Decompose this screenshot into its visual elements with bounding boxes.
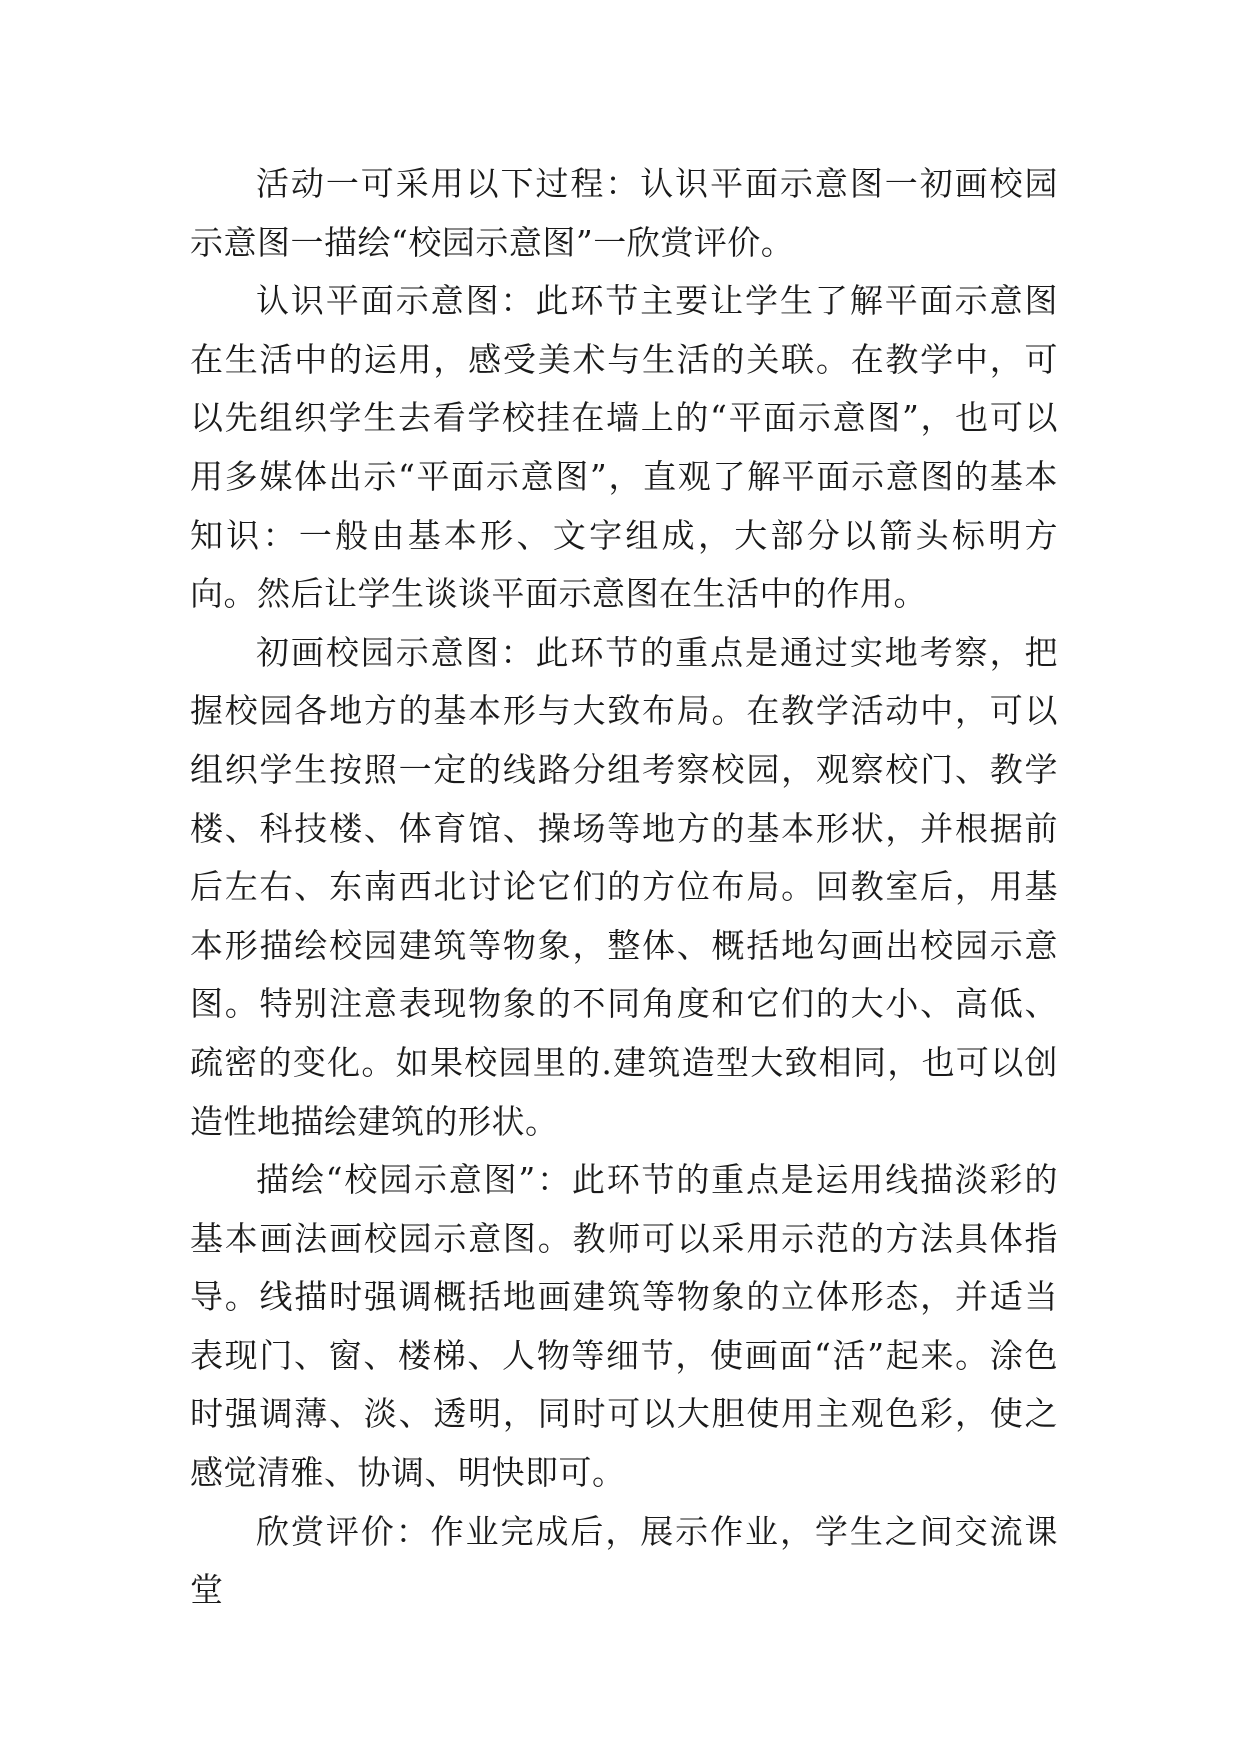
paragraph-appreciation-evaluation: 欣赏评价：作业完成后，展示作业，学生之间交流课堂 bbox=[190, 1511, 1058, 1610]
paragraph-activity-process: 活动一可采用以下过程：认识平面示意图一初画校园示意图一描绘“校园示意图”一欣赏评价。 bbox=[190, 164, 1058, 262]
paragraph-first-draft-campus-diagram: 初画校园示意图：此环节的重点是通过实地考察，把握校园各地方的基本形与大致布局。在教学活动中，可以组织学生按照一定的线路分组考察校园，观察校门、教学楼、科技楼、体育馆、操场等地方的基本形状，并根据前后左右、东南西北讨论它们的方位布局。回教室后，用基本形描绘校园建筑等物象，整体、概括地勾画出校园示意图。特别注意表现物象的不同角度和它们的大小、高低、疏密的变化。如果校园里的.建筑造型大致相同，也可以创造性地描绘建筑的形状。 bbox=[190, 632, 1058, 1141]
paragraph-recognize-plan-diagram: 认识平面示意图：此环节主要让学生了解平面示意图在生活中的运用，感受美术与生活的关联。在教学中，可以先组织学生去看学校挂在墙上的“平面示意图”，也可以用多媒体出示“平面示意图”，直观了解平面示意图的基本知识：一般由基本形、文字组成，大部分以箭头标明方向。然后让学生谈谈平面示意图在生活中的作用。 bbox=[190, 281, 1058, 614]
paragraph-draw-campus-diagram: 描绘“校园示意图”：此环节的重点是运用线描淡彩的基本画法画校园示意图。教师可以采用示范的方法具体指导。线描时强调概括地画建筑等物象的立体形态，并适当表现门、窗、楼梯、人物等细节，使画面“活”起来。涂色时强调薄、淡、透明，同时可以大胆使用主观色彩，使之感觉清雅、协调、明快即可。 bbox=[190, 1160, 1058, 1493]
document-body bbox=[190, 155, 1058, 1620]
